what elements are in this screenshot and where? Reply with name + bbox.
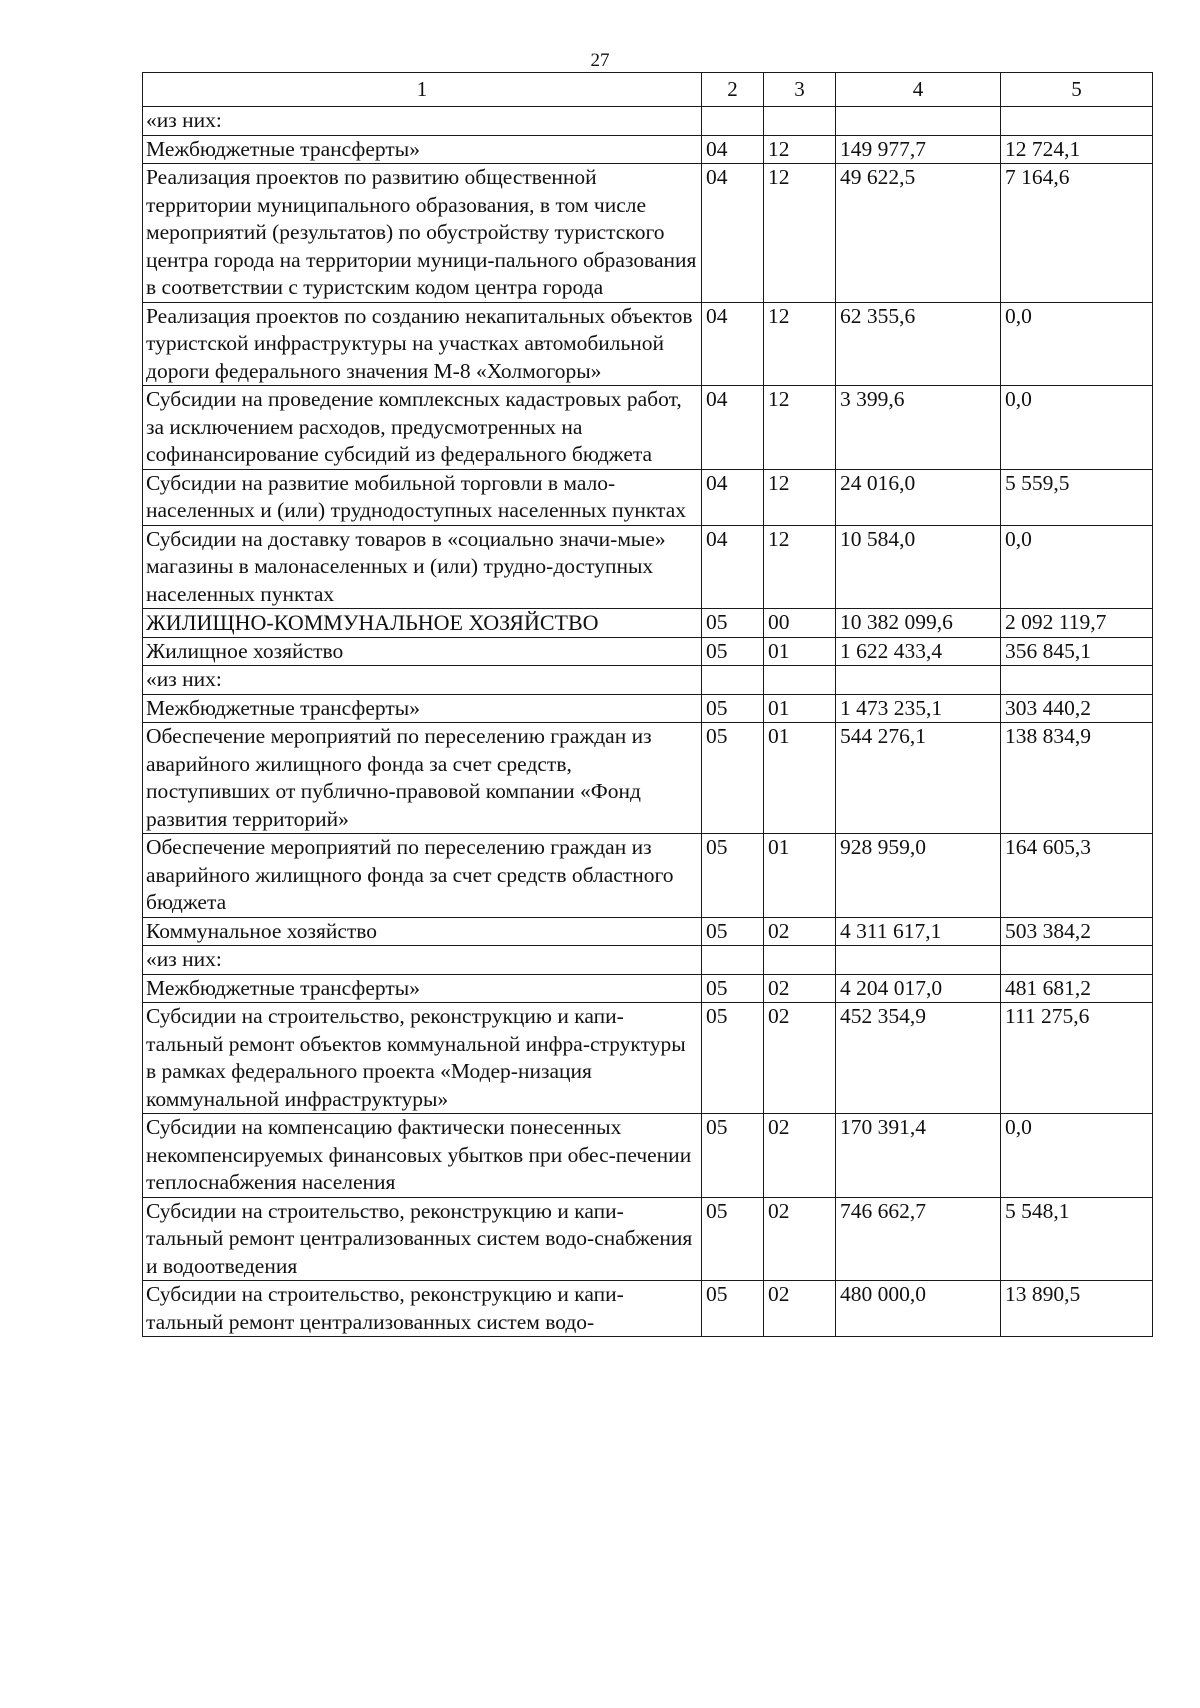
row-amount-col4: 746 662,7 — [836, 1197, 1001, 1281]
table-row — [143, 1003, 1153, 1114]
table-row — [143, 1281, 1153, 1337]
row-amount-col4: 1 622 433,4 — [836, 637, 1001, 666]
column-header: 3 — [764, 73, 836, 107]
row-subsection-code: 02 — [764, 1003, 836, 1114]
row-description: Жилищное хозяйство — [143, 637, 702, 666]
row-description: «из них: — [143, 107, 702, 136]
row-description: Реализация проектов по созданию некапитальных объектов туристской инфраструктуры на участках автомобильной дороги федерального значения М-8 «Холмогоры» — [143, 302, 702, 386]
row-section-code: 05 — [702, 1003, 764, 1114]
table-row — [143, 946, 1153, 975]
row-amount-col4: 452 354,9 — [836, 1003, 1001, 1114]
column-header: 5 — [1001, 73, 1153, 107]
row-description: Межбюджетные трансферты» — [143, 135, 702, 164]
row-section-code: 04 — [702, 135, 764, 164]
row-amount-col4 — [836, 666, 1001, 695]
row-section-code: 05 — [702, 723, 764, 834]
row-description: Обеспечение мероприятий по переселению граждан из аварийного жилищного фонда за счет средств, поступивших от публично-правовой компании «Фонд развития территорий» — [143, 723, 702, 834]
row-description: Обеспечение мероприятий по переселению граждан из аварийного жилищного фонда за счет средств областного бюджета — [143, 834, 702, 918]
row-amount-col4: 10 382 099,6 — [836, 609, 1001, 638]
row-amount-col4: 4 204 017,0 — [836, 974, 1001, 1003]
row-subsection-code: 12 — [764, 164, 836, 303]
budget-table — [142, 72, 1153, 1337]
row-description: Субсидии на строительство, реконструкцию и капи-тальный ремонт централизованных систем водо-снабжения и водоотведения — [143, 1197, 702, 1281]
row-subsection-code: 02 — [764, 1197, 836, 1281]
row-amount-col5: 12 724,1 — [1001, 135, 1153, 164]
row-section-code — [702, 107, 764, 136]
table-row — [143, 723, 1153, 834]
column-header-row — [143, 73, 1153, 107]
row-amount-col4: 480 000,0 — [836, 1281, 1001, 1337]
row-amount-col5: 481 681,2 — [1001, 974, 1153, 1003]
row-section-code: 05 — [702, 1281, 764, 1337]
row-amount-col5: 164 605,3 — [1001, 834, 1153, 918]
row-subsection-code: 02 — [764, 1114, 836, 1198]
row-section-code: 05 — [702, 974, 764, 1003]
row-subsection-code: 12 — [764, 135, 836, 164]
row-section-code — [702, 666, 764, 695]
row-amount-col4: 4 311 617,1 — [836, 917, 1001, 946]
row-amount-col5: 5 548,1 — [1001, 1197, 1153, 1281]
table-row — [143, 1197, 1153, 1281]
row-subsection-code: 12 — [764, 525, 836, 609]
row-subsection-code — [764, 107, 836, 136]
row-section-code: 04 — [702, 469, 764, 525]
table-row — [143, 974, 1153, 1003]
table-row — [143, 1114, 1153, 1198]
row-subsection-code — [764, 946, 836, 975]
row-amount-col5: 503 384,2 — [1001, 917, 1153, 946]
row-description: Субсидии на проведение комплексных кадастровых работ, за исключением расходов, предусмотренных на софинансирование субсидий из федерального бюджета — [143, 386, 702, 470]
row-section-code: 05 — [702, 834, 764, 918]
row-amount-col5: 5 559,5 — [1001, 469, 1153, 525]
table-row — [143, 525, 1153, 609]
row-description: Субсидии на компенсацию фактически понесенных некомпенсируемых финансовых убытков при обес-печении теплоснабжения населения — [143, 1114, 702, 1198]
column-header: 4 — [836, 73, 1001, 107]
table-row — [143, 637, 1153, 666]
row-section-code: 05 — [702, 637, 764, 666]
row-subsection-code: 01 — [764, 694, 836, 723]
row-amount-col5: 0,0 — [1001, 1114, 1153, 1198]
row-subsection-code: 01 — [764, 834, 836, 918]
row-amount-col4: 1 473 235,1 — [836, 694, 1001, 723]
row-amount-col4: 149 977,7 — [836, 135, 1001, 164]
row-description: Коммунальное хозяйство — [143, 917, 702, 946]
row-section-code — [702, 946, 764, 975]
row-description: Межбюджетные трансферты» — [143, 694, 702, 723]
row-subsection-code: 12 — [764, 469, 836, 525]
row-amount-col4 — [836, 946, 1001, 975]
table-row — [143, 302, 1153, 386]
column-header: 2 — [702, 73, 764, 107]
row-subsection-code: 01 — [764, 637, 836, 666]
row-description: Субсидии на строительство, реконструкцию и капи-тальный ремонт централизованных систем водо- — [143, 1281, 702, 1337]
row-amount-col5: 0,0 — [1001, 302, 1153, 386]
row-subsection-code: 02 — [764, 917, 836, 946]
row-section-code: 05 — [702, 917, 764, 946]
row-subsection-code: 12 — [764, 386, 836, 470]
row-description: Межбюджетные трансферты» — [143, 974, 702, 1003]
page-number: 27 — [590, 50, 610, 71]
row-section-code: 05 — [702, 694, 764, 723]
row-amount-col4: 10 584,0 — [836, 525, 1001, 609]
row-subsection-code: 02 — [764, 974, 836, 1003]
row-subsection-code — [764, 666, 836, 695]
row-amount-col4 — [836, 107, 1001, 136]
row-description: Субсидии на развитие мобильной торговли в мало-населенных и (или) труднодоступных населенных пунктах — [143, 469, 702, 525]
row-amount-col5: 111 275,6 — [1001, 1003, 1153, 1114]
row-amount-col5 — [1001, 666, 1153, 695]
row-subsection-code: 00 — [764, 609, 836, 638]
row-section-code: 05 — [702, 1197, 764, 1281]
row-amount-col5: 2 092 119,7 — [1001, 609, 1153, 638]
row-amount-col5 — [1001, 946, 1153, 975]
row-description: Реализация проектов по развитию общественной территории муниципального образования, в том числе мероприятий (результатов) по обустройству туристского центра города на территории муници-пального образования в соответствии с туристским кодом центра города — [143, 164, 702, 303]
row-amount-col5: 138 834,9 — [1001, 723, 1153, 834]
row-amount-col5: 7 164,6 — [1001, 164, 1153, 303]
row-amount-col4: 928 959,0 — [836, 834, 1001, 918]
row-subsection-code: 12 — [764, 302, 836, 386]
row-subsection-code: 02 — [764, 1281, 836, 1337]
section-row — [143, 609, 1153, 638]
row-amount-col4: 3 399,6 — [836, 386, 1001, 470]
row-amount-col5: 356 845,1 — [1001, 637, 1153, 666]
row-amount-col5: 0,0 — [1001, 386, 1153, 470]
row-section-code: 04 — [702, 164, 764, 303]
table-row — [143, 834, 1153, 918]
row-amount-col4: 62 355,6 — [836, 302, 1001, 386]
row-amount-col4: 49 622,5 — [836, 164, 1001, 303]
table-body — [143, 73, 1153, 1337]
row-section-code: 05 — [702, 609, 764, 638]
row-description: ЖИЛИЩНО-КОММУНАЛЬНОЕ ХОЗЯЙСТВО — [143, 609, 702, 638]
row-section-code: 04 — [702, 525, 764, 609]
table-row — [143, 694, 1153, 723]
row-amount-col4: 24 016,0 — [836, 469, 1001, 525]
row-amount-col4: 170 391,4 — [836, 1114, 1001, 1198]
table-row — [143, 386, 1153, 470]
row-section-code: 05 — [702, 1114, 764, 1198]
row-amount-col5 — [1001, 107, 1153, 136]
row-description: «из них: — [143, 666, 702, 695]
table-row — [143, 107, 1153, 136]
column-header: 1 — [143, 73, 702, 107]
row-amount-col5: 303 440,2 — [1001, 694, 1153, 723]
row-amount-col5: 13 890,5 — [1001, 1281, 1153, 1337]
table-row — [143, 164, 1153, 303]
row-amount-col5: 0,0 — [1001, 525, 1153, 609]
row-description: «из них: — [143, 946, 702, 975]
table-row — [143, 135, 1153, 164]
row-description: Субсидии на строительство, реконструкцию и капи-тальный ремонт объектов коммунальной инфра-структуры в рамках федерального проекта «Модер-низация коммунальной инфраструктуры» — [143, 1003, 702, 1114]
row-amount-col4: 544 276,1 — [836, 723, 1001, 834]
row-description: Субсидии на доставку товаров в «социально значи-мые» магазины в малонаселенных и (или) трудно-доступных населенных пунктах — [143, 525, 702, 609]
table-row — [143, 469, 1153, 525]
table-row — [143, 917, 1153, 946]
row-section-code: 04 — [702, 302, 764, 386]
row-section-code: 04 — [702, 386, 764, 470]
row-subsection-code: 01 — [764, 723, 836, 834]
table-row — [143, 666, 1153, 695]
